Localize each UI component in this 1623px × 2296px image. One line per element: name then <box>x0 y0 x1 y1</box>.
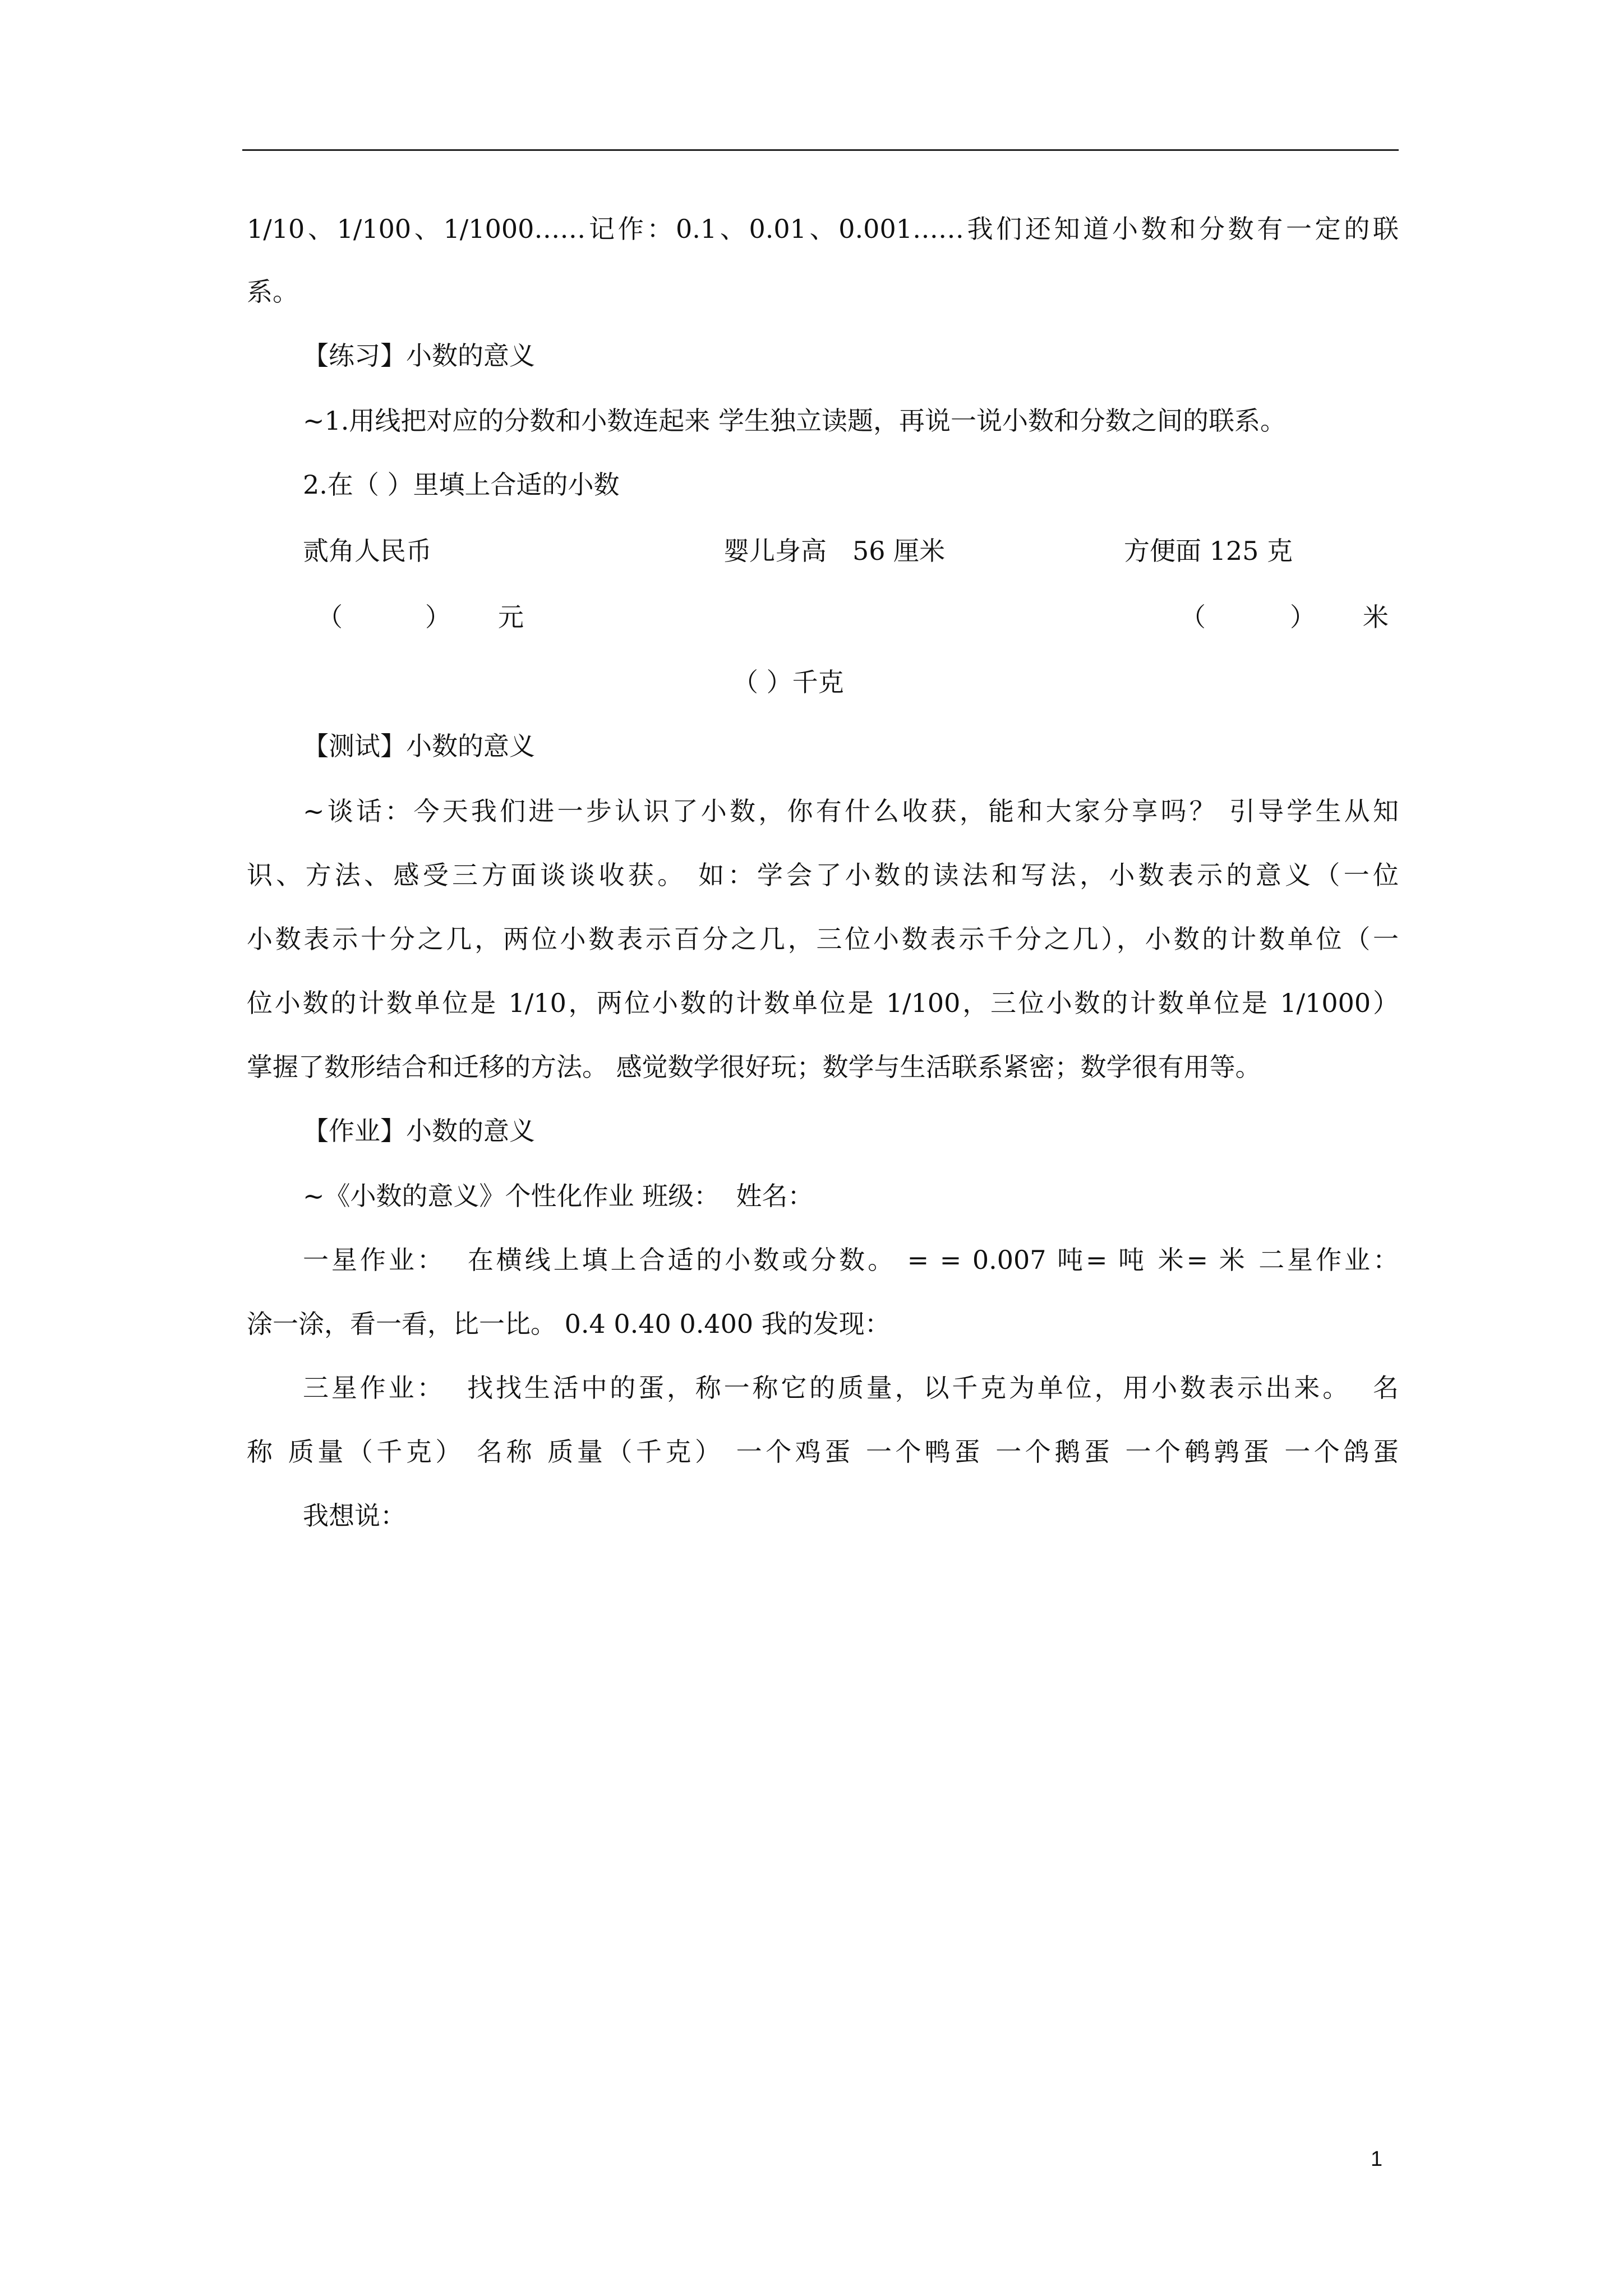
practice-question-2: 2.在（ ）里填上合适的小数 <box>303 470 620 500</box>
one-star-line-2: 涂一涂，看一看，比一比。 0.4 0.40 0.400 我的发现： <box>247 1309 891 1339</box>
i-want-to-say: 我想说： <box>303 1501 406 1531</box>
test-line-5: 掌握了数形结合和迁移的方法。 感觉数学很好玩；数学与生活联系紧密；数学很有用等。 <box>247 1052 1261 1082</box>
three-star-line-1: 三星作业： 找找生活中的蛋，称一称它的质量，以千克为单位，用小数表示出来。 名 <box>303 1373 1399 1403</box>
intro-line-2: 系。 <box>247 277 298 307</box>
blank-left-close: ） <box>425 602 451 632</box>
homework-title: ~《小数的意义》个性化作业 班级： 姓名： <box>303 1181 814 1211</box>
blank-left-open: （ <box>317 602 343 632</box>
test-heading: 【测试】小数的意义 <box>303 731 535 761</box>
three-star-line-2: 称 质量（千克） 名称 质量（千克） 一个鸡蛋 一个鸭蛋 一个鹅蛋 一个鹌鹑蛋 一个鸽蛋 <box>247 1437 1399 1467</box>
blank-center-kg: （ ）千克 <box>732 667 844 697</box>
test-line-2: 识、方法、感受三方面谈谈收获。 如：学会了小数的读法和写法，小数表示的意义（一位 <box>247 860 1399 890</box>
page-number: 1 <box>1371 2147 1383 2171</box>
homework-heading: 【作业】小数的意义 <box>303 1116 535 1146</box>
test-line-3: 小数表示十分之几，两位小数表示百分之几，三位小数表示千分之几），小数的计数单位（一 <box>247 924 1399 954</box>
practice-heading: 【练习】小数的意义 <box>303 341 535 371</box>
test-line-4: 位小数的计数单位是 1/10，两位小数的计数单位是 1/100，三位小数的计数单位是 1/1000） <box>247 988 1399 1018</box>
header-rule <box>242 149 1399 151</box>
test-line-1: ~谈话：今天我们进一步认识了小数，你有什么收获，能和大家分享吗？ 引导学生从知 <box>303 796 1399 826</box>
intro-line-1: 1/10、1/100、1/1000……记作：0.1、0.01、0.001……我们还知道小数和分数有一定的联 <box>247 214 1399 244</box>
item-money: 贰角人民币 <box>303 536 432 566</box>
blank-right-close: ） <box>1290 602 1316 632</box>
item-baby-height: 婴儿身高 56 厘米 <box>723 536 946 566</box>
blank-left-unit: 元 <box>498 602 524 632</box>
blank-right-unit: 米 <box>1363 602 1389 632</box>
one-star-line-1: 一星作业： 在横线上填上合适的小数或分数。 = = 0.007 吨= 吨 米= 米 二星作业： <box>303 1245 1399 1275</box>
practice-question-1: ~1.用线把对应的分数和小数连起来 学生独立读题，再说一说小数和分数之间的联系。 <box>303 406 1287 436</box>
blank-right-open: （ <box>1180 602 1206 632</box>
item-noodles: 方便面 125 克 <box>1124 536 1293 566</box>
